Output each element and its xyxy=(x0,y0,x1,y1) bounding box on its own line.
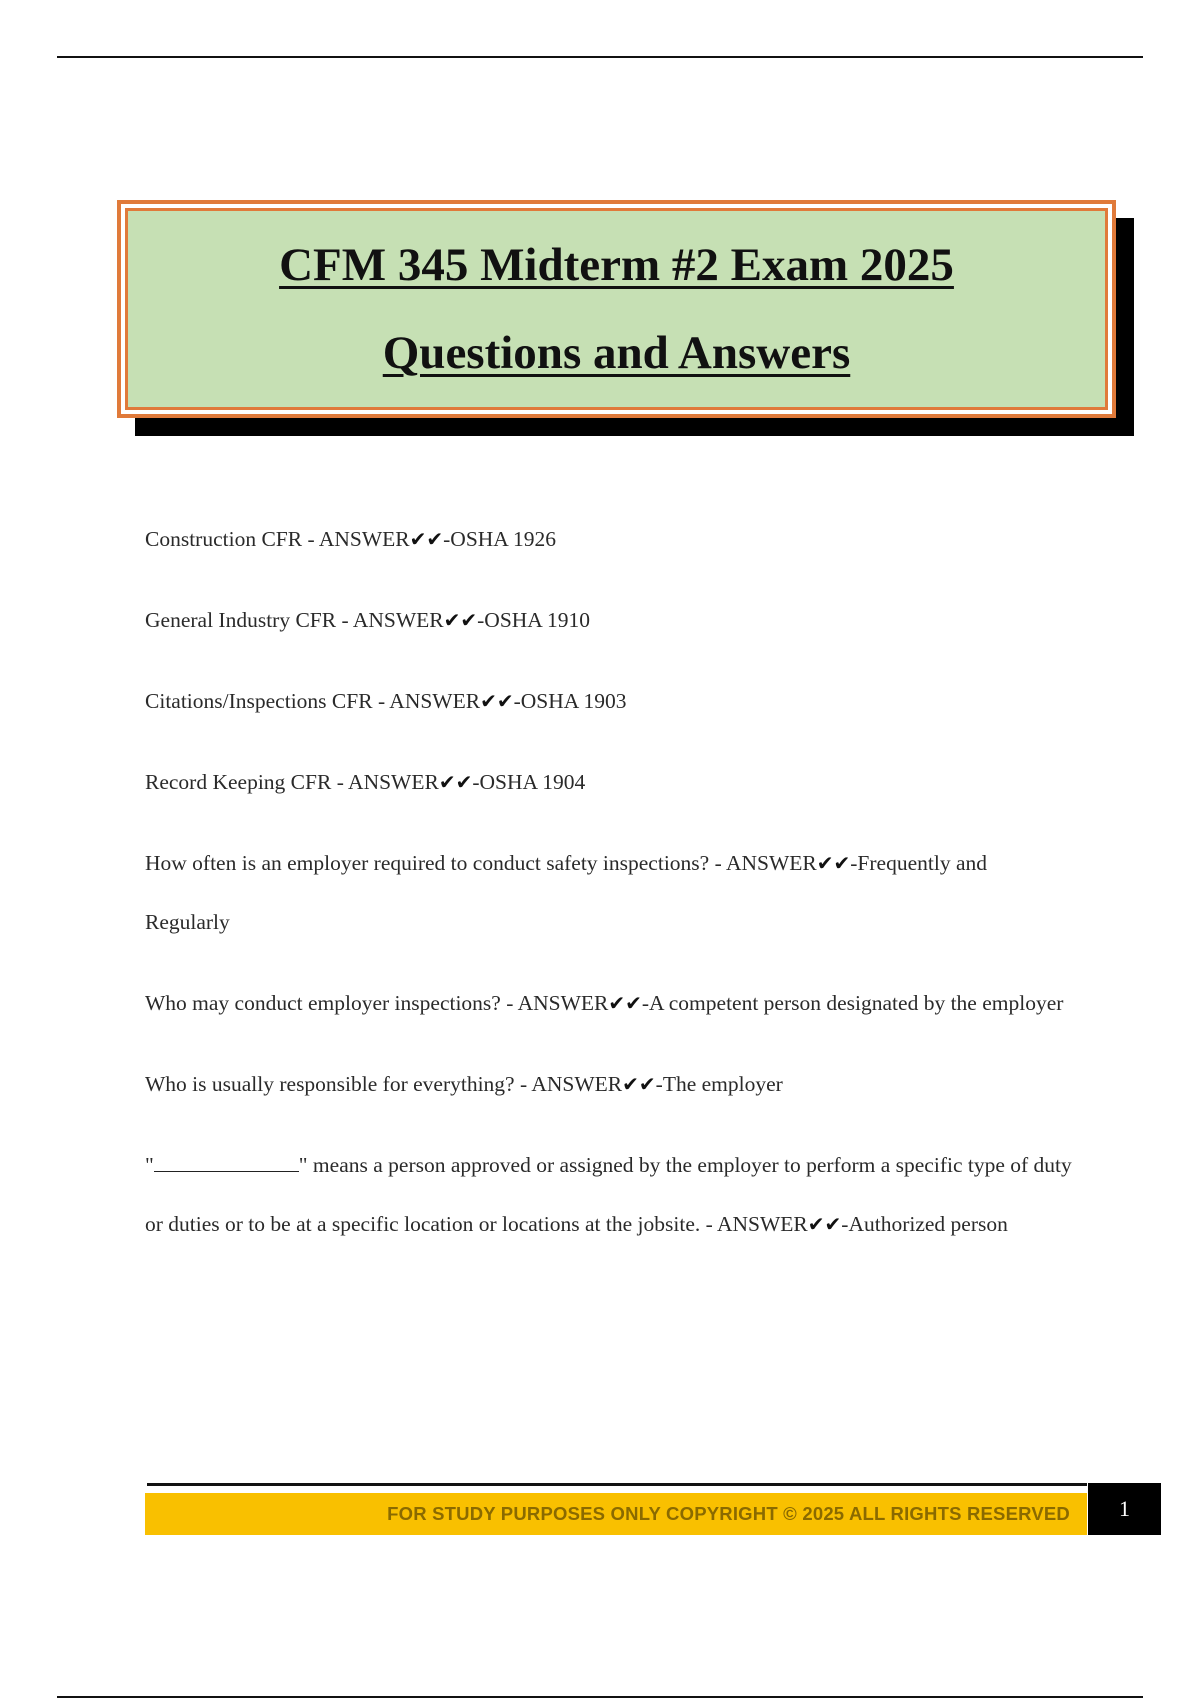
question-text: General Industry CFR xyxy=(145,608,337,632)
answer-text: OSHA 1903 xyxy=(520,689,627,713)
answer-text: OSHA 1904 xyxy=(479,770,586,794)
qa-item: Record Keeping CFR - ANSWER✔✔-OSHA 1904 xyxy=(145,770,586,794)
question-text: Who may conduct employer inspections? xyxy=(145,991,501,1015)
fill-in-blank xyxy=(154,1153,299,1172)
answer-label: ANSWER xyxy=(517,991,609,1015)
check-mark-icon: ✔✔ xyxy=(409,527,444,551)
question-text: Who is usually responsible for everything? xyxy=(145,1072,515,1096)
qa-item: Citations/Inspections CFR - ANSWER✔✔-OSHA 1903 xyxy=(145,689,627,713)
footer-copyright-text: FOR STUDY PURPOSES ONLY COPYRIGHT © 2025 ALL RIGHTS RESERVED xyxy=(387,1503,1070,1524)
page-number-box xyxy=(1088,1483,1161,1535)
bottom-rule xyxy=(57,1696,1143,1698)
qa-item: " " means a person approved or assigned by the employer to perform a specific type of duty or duties or to be at a specific location or locations at the jobsite. - ANSWER✔✔-Authorized person xyxy=(145,1153,1072,1236)
check-mark-icon: ✔✔ xyxy=(443,608,478,632)
check-mark-icon: ✔✔ xyxy=(438,770,473,794)
qa-item: Who may conduct employer inspections? - ANSWER✔✔-A competent person designated by the employer xyxy=(145,991,1064,1015)
check-mark-icon: ✔✔ xyxy=(816,851,851,875)
check-mark-icon: ✔✔ xyxy=(480,689,514,713)
footer-rule xyxy=(147,1483,1087,1486)
answer-label: ANSWER xyxy=(352,608,444,632)
check-mark-icon: ✔✔ xyxy=(622,1072,656,1096)
answer-label: ANSWER xyxy=(389,689,481,713)
answer-label: ANSWER xyxy=(717,1212,808,1236)
answer-label: ANSWER xyxy=(348,770,439,794)
check-mark-icon: ✔✔ xyxy=(807,1212,842,1236)
document-title-line-2: Questions and Answers xyxy=(382,327,851,379)
answer-label: ANSWER xyxy=(531,1072,623,1096)
answer-label: ANSWER xyxy=(725,851,817,875)
title-banner-inner xyxy=(125,208,1108,410)
answer-text: Authorized person xyxy=(848,1212,1008,1236)
answer-text: OSHA 1910 xyxy=(484,608,591,632)
question-text: How often is an employer required to conduct safety inspections? xyxy=(145,851,710,875)
answer-text: OSHA 1926 xyxy=(450,527,557,551)
answer-label: ANSWER xyxy=(318,527,410,551)
answer-text: Frequently and Regularly xyxy=(145,851,987,934)
question-text: Record Keeping CFR xyxy=(145,770,332,794)
answer-text: A competent person designated by the employer xyxy=(649,991,1064,1015)
footer-band xyxy=(145,1493,1087,1535)
top-rule xyxy=(57,56,1143,58)
document-title-line-1: CFM 345 Midterm #2 Exam 2025 xyxy=(279,239,954,291)
question-text: " means a person approved or assigned by the employer to perform a specific type of duty or duties or to be at a specific location or locations at the jobsite. xyxy=(145,1153,1072,1236)
check-mark-icon: ✔✔ xyxy=(608,991,642,1015)
qa-list xyxy=(145,510,1075,1276)
question-text: Citations/Inspections CFR xyxy=(145,689,373,713)
answer-text: The employer xyxy=(662,1072,783,1096)
page-number: 1 xyxy=(1119,1496,1130,1521)
qa-item: Who is usually responsible for everything? - ANSWER✔✔-The employer xyxy=(145,1072,783,1096)
qa-item: Construction CFR - ANSWER✔✔-OSHA 1926 xyxy=(145,527,557,551)
question-text: Construction CFR xyxy=(145,527,303,551)
qa-item: How often is an employer required to conduct safety inspections? - ANSWER✔✔-Frequently and Regularly xyxy=(145,851,987,934)
qa-item: General Industry CFR - ANSWER✔✔-OSHA 1910 xyxy=(145,608,591,632)
question-prefix: " xyxy=(145,1153,154,1177)
title-banner xyxy=(117,200,1116,418)
